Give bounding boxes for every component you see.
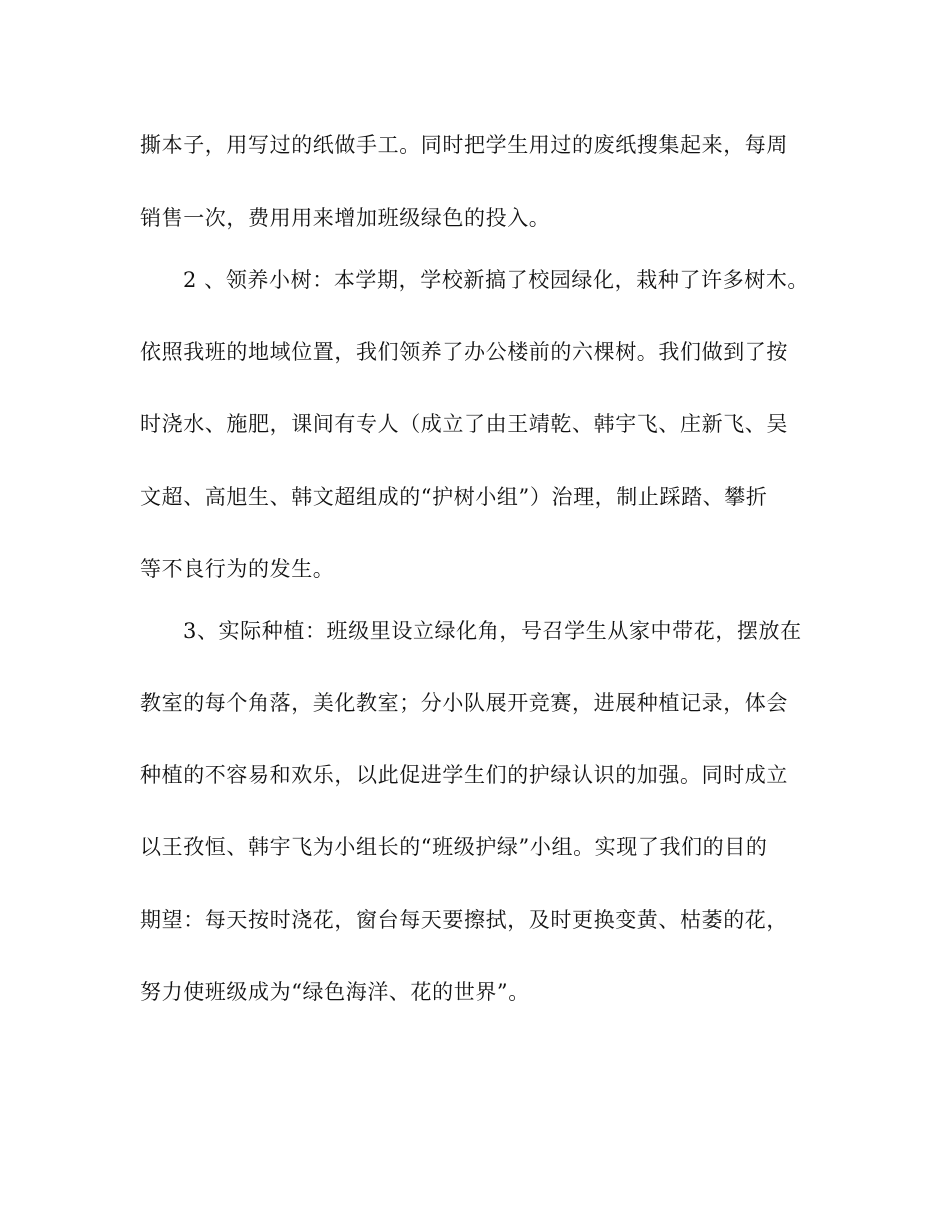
paragraph-start-line: 2 、领养小树：本学期，学校新搞了校园绿化，栽种了许多树木。 — [183, 268, 810, 292]
text-line: 依照我班的地域位置，我们领养了办公楼前的六棵树。我们做到了按 — [140, 340, 788, 364]
paragraph-start-line: 3、实际种植：班级里设立绿化角，号召学生从家中带花，摆放在 — [183, 619, 802, 643]
text-line: 撕本子，用写过的纸做手工。同时把学生用过的废纸搜集起来，每周 — [140, 133, 788, 157]
text-line: 种植的不容易和欢乐，以此促进学生们的护绿认识的加强。同时成立 — [140, 763, 788, 787]
text-line: 销售一次，费用用来增加班级绿色的投入。 — [140, 206, 551, 230]
text-line: 以王孜恒、韩宇飞为小组长的“班级护绿”小组。实现了我们的目的 — [140, 835, 768, 859]
text-line: 期望：每天按时浇花，窗台每天要擦拭，及时更换变黄、枯萎的花， — [140, 908, 788, 932]
text-line: 等不良行为的发生。 — [140, 557, 335, 581]
text-line: 教室的每个角落，美化教室；分小队展开竞赛，进展种植记录，体会 — [140, 691, 788, 715]
text-line: 时浇水、施肥，课间有专人（成立了由王靖乾、韩宇飞、庄新飞、吴 — [140, 412, 788, 436]
text-line: 文超、高旭生、韩文超组成的“护树小组”）治理，制止踩踏、攀折 — [140, 485, 768, 509]
text-line: 努力使班级成为“绿色海洋、花的世界”。 — [140, 980, 530, 1004]
